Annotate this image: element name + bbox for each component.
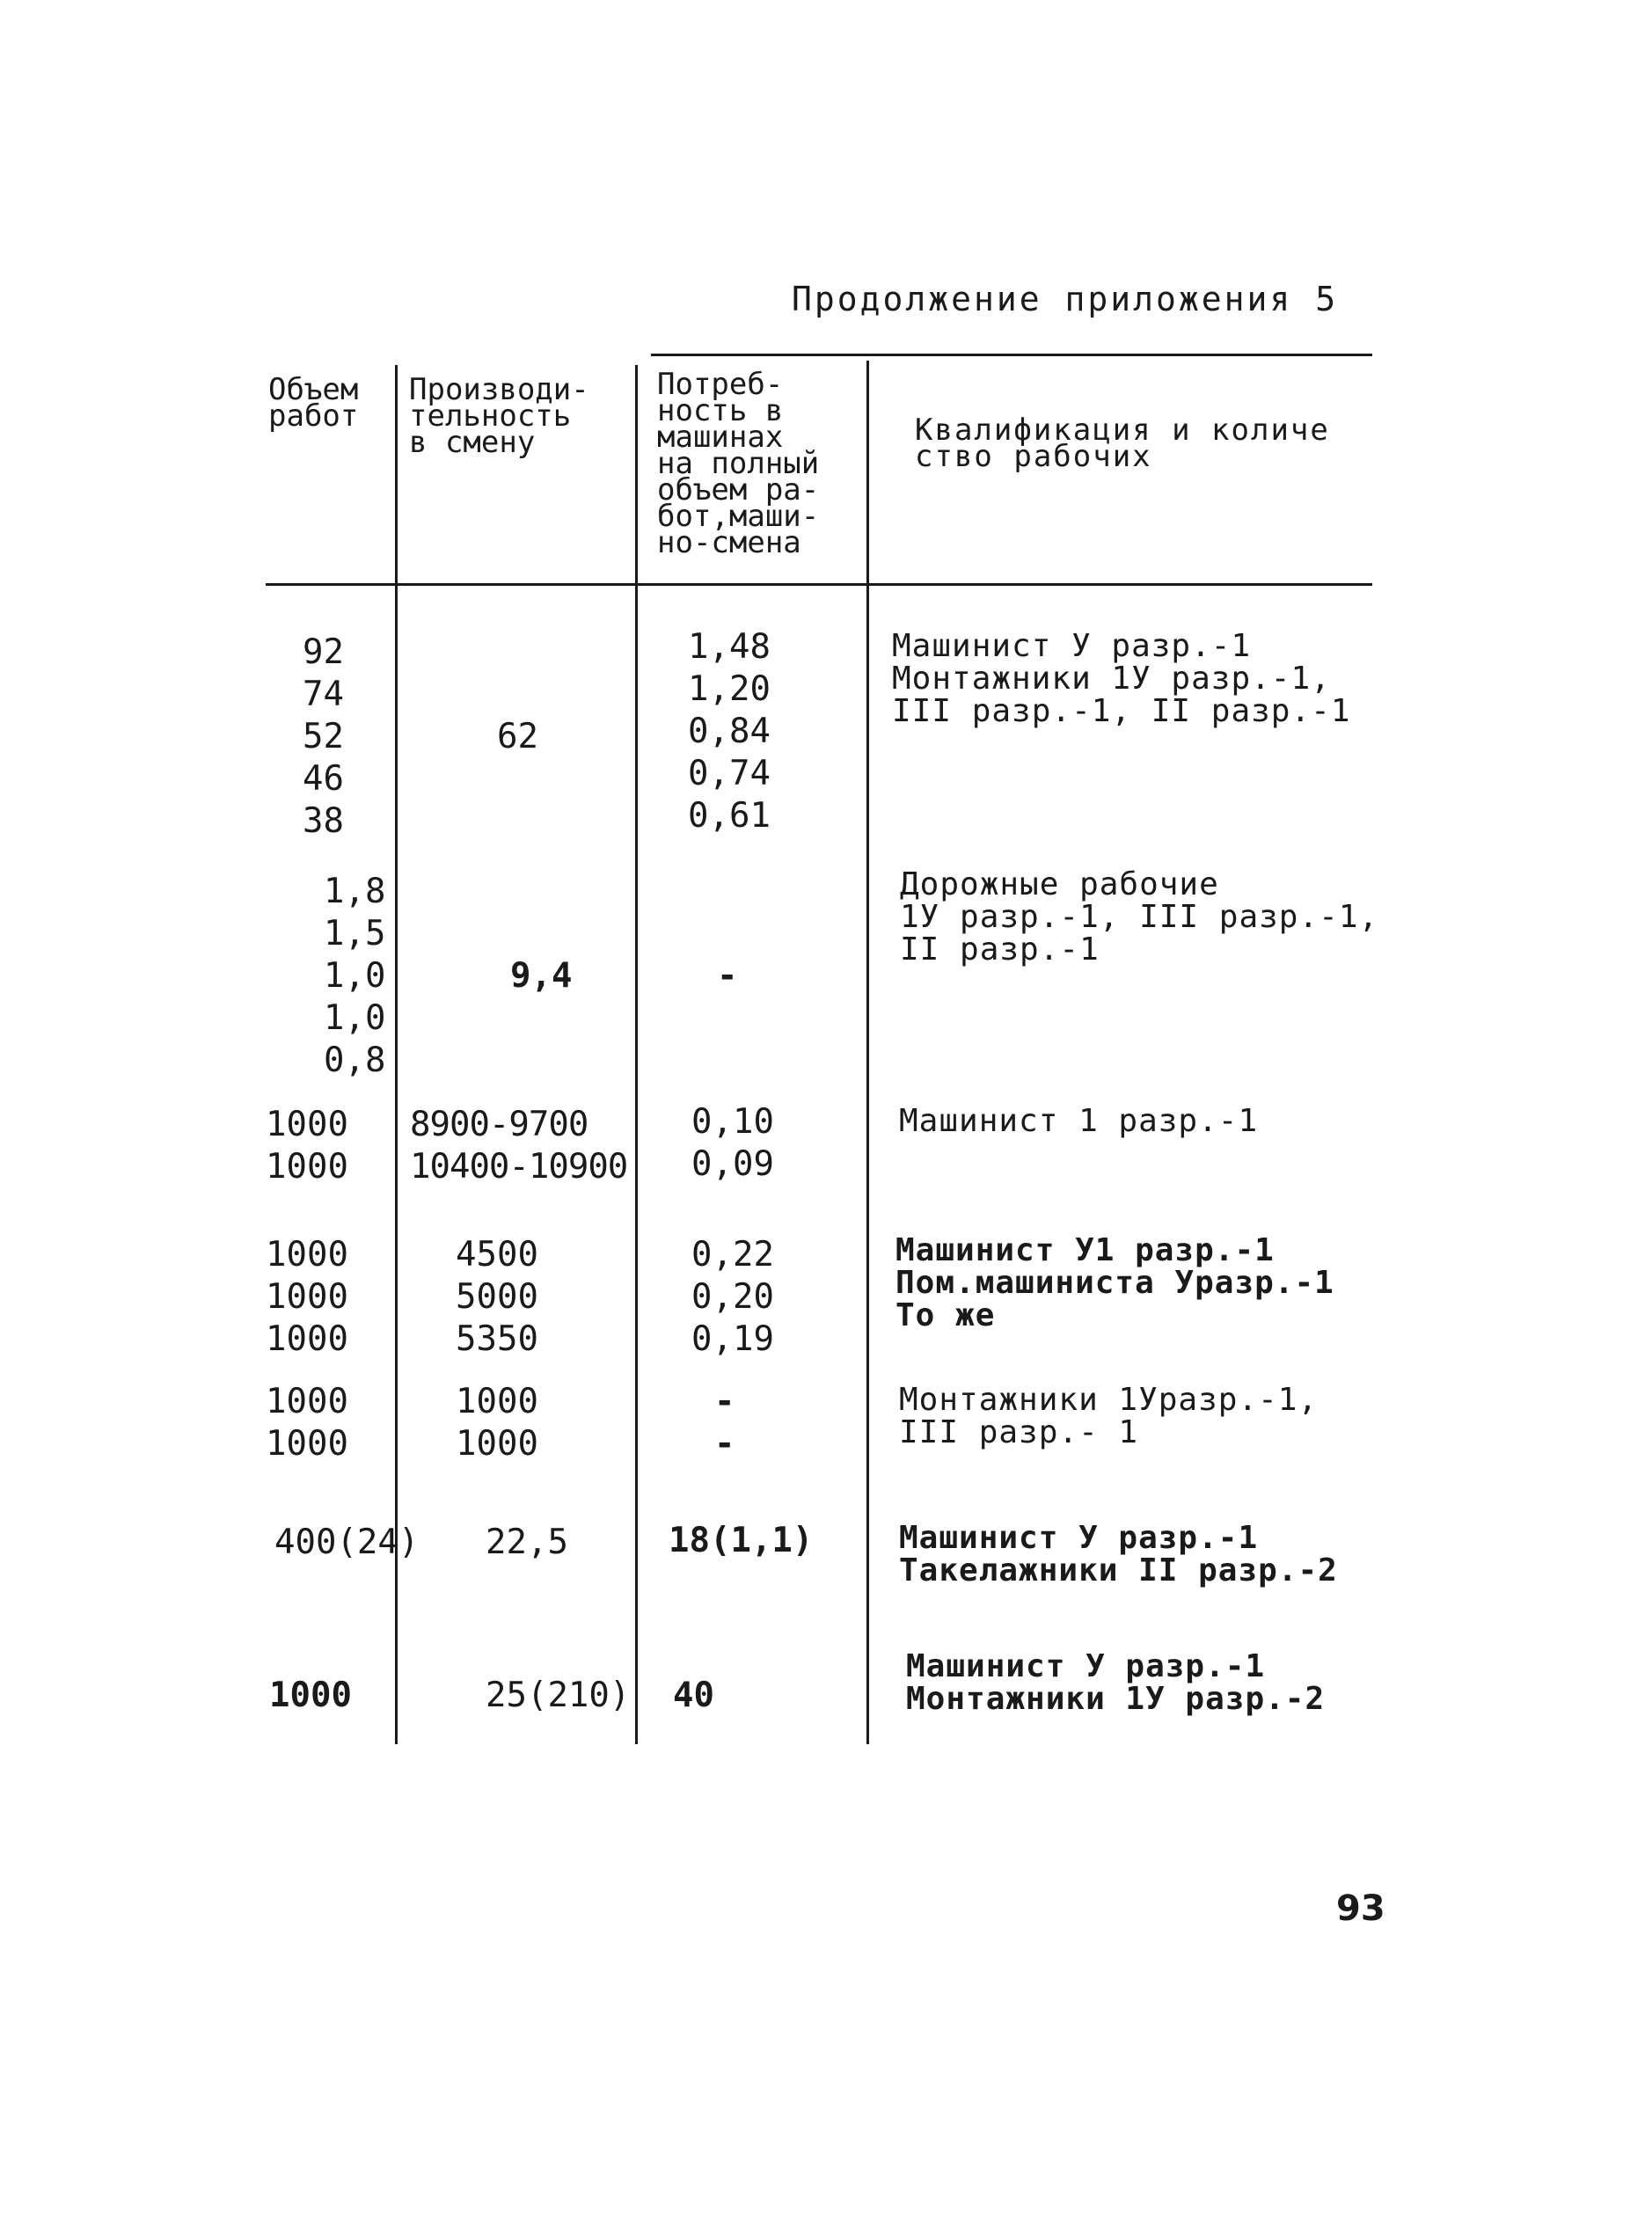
column-divider-2 — [635, 365, 638, 1744]
column-divider-3 — [866, 361, 869, 1744]
qualification-cell: Машинист 1 разр.-1 — [899, 1103, 1259, 1139]
volume-cell: 1000 1000 1000 — [266, 1235, 348, 1359]
volume-cell: 92 74 52 46 38 — [303, 632, 344, 841]
header-qualification: Квалификация и количе ство рабочих — [915, 413, 1330, 474]
table-top-rule — [651, 354, 1372, 356]
header-machines: Потреб- ность в машинах на полный объем ра- бот,маши- но-смена — [657, 367, 820, 560]
volume-cell: 1,8 1,5 1,0 1,0 0,8 — [324, 872, 386, 1080]
productivity-cell: 22,5 — [486, 1523, 568, 1562]
qualification-cell: Машинист У разр.-1 Монтажники 1У разр.-2 — [906, 1648, 1326, 1717]
machines-cell: - - — [714, 1382, 735, 1464]
header-volume: Объем работ — [268, 372, 359, 434]
volume-cell: 1000 1000 — [266, 1382, 348, 1464]
productivity-cell: 25(210) — [486, 1676, 631, 1715]
machines-cell: 0,22 0,20 0,19 — [691, 1235, 774, 1359]
table-header-rule — [266, 583, 1372, 586]
qualification-cell: Машинист У разр.-1 Такелажники II разр.-2 — [899, 1520, 1338, 1589]
volume-cell: 1000 1000 — [266, 1105, 348, 1187]
volume-cell: 400(24) — [274, 1523, 420, 1562]
productivity-cell: 62 — [497, 717, 538, 756]
header-productivity: Производи- тельность в смену — [409, 372, 589, 460]
machines-cell: 0,10 0,09 — [691, 1102, 774, 1184]
productivity-cell: 1000 1000 — [456, 1382, 538, 1464]
machines-cell: - — [717, 956, 738, 996]
productivity-cell: 8900-9700 10400-10900 — [410, 1105, 628, 1187]
productivity-cell: 9,4 — [510, 956, 573, 996]
qualification-cell: Монтажники 1Уразр.-1, III разр.- 1 — [899, 1382, 1319, 1450]
page-caption: Продолжение приложения 5 — [792, 280, 1339, 318]
qualification-cell: Дорожные рабочие 1У разр.-1, III разр.-1, II разр.-1 — [900, 866, 1379, 968]
qualification-cell: Машинист У разр.-1 Монтажники 1У разр.-1, III разр.-1, II разр.-1 — [892, 628, 1351, 729]
productivity-cell: 4500 5000 5350 — [456, 1235, 538, 1359]
qualification-cell: Машинист У1 разр.-1 Пом.машиниста Уразр.-1 То же — [895, 1232, 1334, 1333]
page-number: 93 — [1336, 1888, 1385, 1929]
machines-cell: 18(1,1) — [669, 1521, 814, 1560]
volume-cell: 1000 — [269, 1676, 352, 1715]
machines-cell: 1,48 1,20 0,84 0,74 0,61 — [688, 627, 771, 836]
machines-cell: 40 — [673, 1676, 714, 1715]
